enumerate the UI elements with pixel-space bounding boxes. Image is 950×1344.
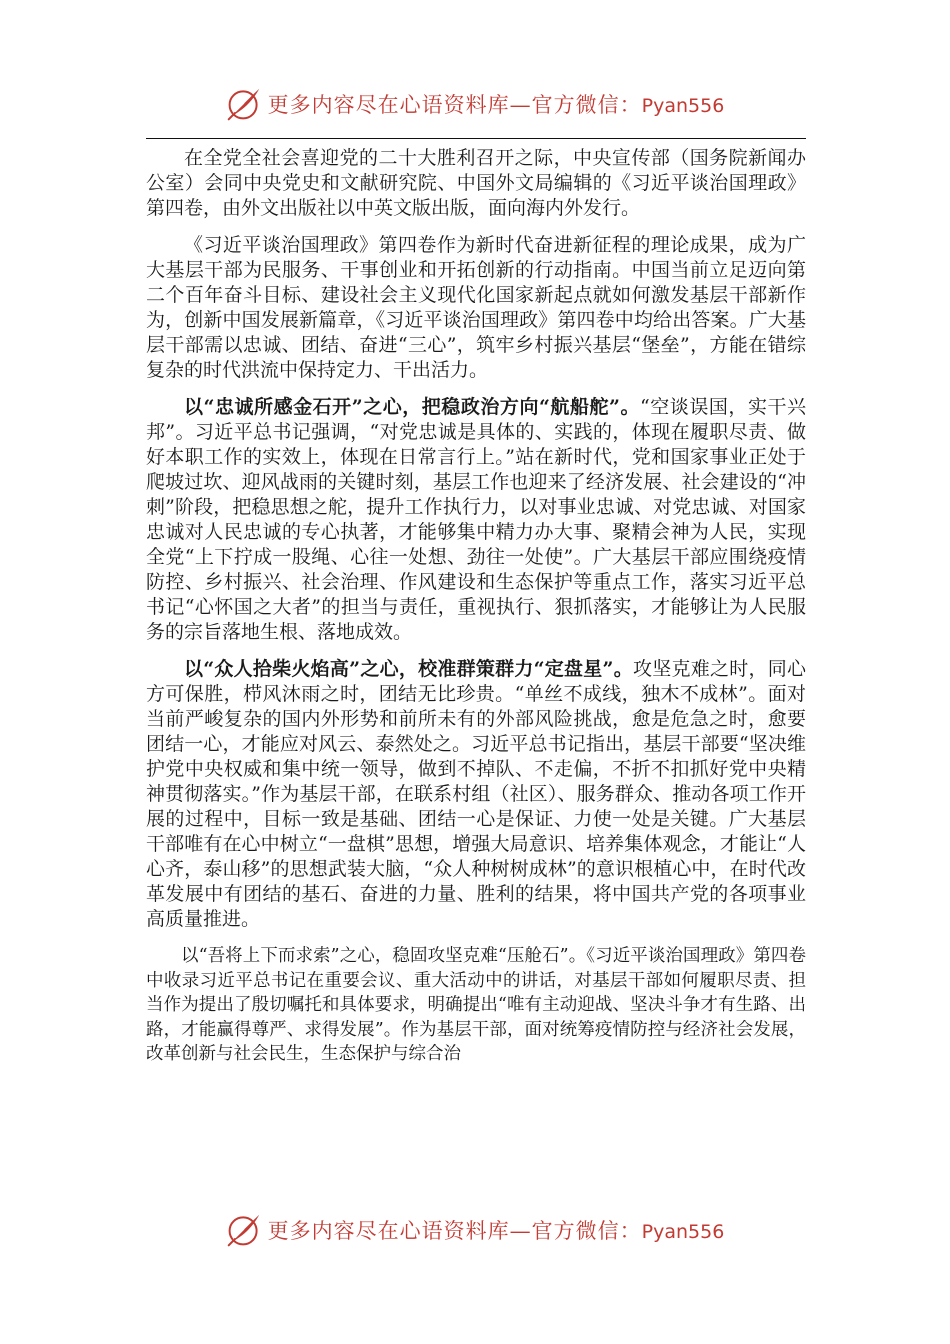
paragraph-heading: 以“众人拾柴火焰高”之心，校准群策群力“定盘星”。 bbox=[184, 658, 633, 680]
footer-banner-text bbox=[268, 1215, 725, 1245]
footer-banner-handle: Pyan556 bbox=[641, 1221, 725, 1243]
header-banner-label: 更多内容尽在心语资料库—官方微信： bbox=[267, 93, 642, 117]
article-body bbox=[146, 146, 806, 1067]
footer-banner bbox=[0, 1208, 950, 1252]
header-banner-handle: Pyan556 bbox=[641, 95, 725, 117]
article-paragraph-5: 以“吾将上下而求索”之心，稳固攻坚克难“压舱石”。《习近平谈治国理政》第四卷中收录习近平总书记在重要会议、重大活动中的讲话，对基层干部如何履职尽责、担当作为提出了殷切嘱托和具体要求，明确提出“唯有主动迎战、坚决斗争才有生路、出路，才能赢得尊严、求得发展”。作为基层干部，面对统筹疫情防控与经济社会发展，改革创新与社会民生，生态保护与综合治 bbox=[146, 946, 806, 1064]
article-paragraph-1: 在全党全社会喜迎党的二十大胜利召开之际，中央宣传部（国务院新闻办公室）会同中央党史和文献研究院、中国外文局编辑的《习近平谈治国理政》第四卷，由外文出版社以中英文版出版，面向海内外发行。 bbox=[146, 147, 806, 219]
feather-quill-logo-icon bbox=[226, 1212, 262, 1248]
article-paragraph-2: 《习近平谈治国理政》第四卷作为新时代奋进新征程的理论成果，成为广大基层干部为民服务、干事创业和开拓创新的行动指南。中国当前立足迈向第二个百年奋斗目标、建设社会主义现代化国家新起点就如何激发基层干部新作为，创新中国发展新篇章，《习近平谈治国理政》第四卷中均给出答案。广大基层干部需以忠诚、团结、奋进“三心”，筑牢乡村振兴基层“堡垒”，方能在错综复杂的时代洪流中保持定力、干出活力。 bbox=[146, 234, 806, 381]
feather-quill-logo-icon bbox=[226, 86, 262, 122]
article-paragraph-4: 以“众人拾柴火焰高”之心，校准群策群力“定盘星”。攻坚克难之时，同心方可保胜，栉风沐雨之时，团结无比珍贵。“单丝不成线，独木不成林”。面对当前严峻复杂的国内外形势和前所未有的外部风险挑战，愈是危急之时，愈要团结一心，才能应对风云、泰然处之。习近平总书记指出，基层干部要“坚决维护党中央权威和集中统一领导，做到不掉队、不走偏，不折不扣抓好党中央精神贯彻落实。”作为基层干部，在联系村组（社区）、服务群众、推动各项工作开展的过程中，目标一致是基础、团结一心是保证、力使一处是关键。广大基层干部唯有在心中树立“一盘棋”思想，增强大局意识、培养集体观念，才能让“人心齐，泰山移”的思想武装大脑，“众人种树树成林”的意识根植心中，在时代改革发展中有团结的基石、奋进的力量、胜利的结果，将中国共产党的各项事业高质量推进。 bbox=[146, 658, 806, 930]
header-divider bbox=[146, 138, 806, 139]
paragraph-heading: 以“忠诚所感金石开”之心，把稳政治方向“航船舵”。 bbox=[184, 396, 641, 418]
article-paragraph-3: 以“忠诚所感金石开”之心，把稳政治方向“航船舵”。“空谈误国，实干兴邦”。习近平总书记强调，“对党忠诚是具体的、实践的，体现在履职尽责、做好本职工作的实效上，体现在日常言行上。”站在新时代，党和国家事业正处于爬坡过坎、迎风战雨的关键时刻，基层工作也迎来了经济发展、社会建设的“冲刺”阶段，把稳思想之舵，提升工作执行力，以对事业忠诚、对党忠诚、对国家忠诚对人民忠诚的专心执著，才能够集中精力办大事、聚精会神为人民，实现全党“上下拧成一股绳、心往一处想、劲往一处使”。广大基层干部应围绕疫情防控、乡村振兴、社会治理、作风建设和生态保护等重点工作，落实习近平总书记“心怀国之大者”的担当与责任，重视执行、狠抓落实，才能够让为人民服务的宗旨落地生根、落地成效。 bbox=[146, 396, 807, 643]
footer-banner-label: 更多内容尽在心语资料库—官方微信： bbox=[267, 1219, 642, 1243]
header-banner bbox=[0, 82, 950, 126]
header-banner-text bbox=[268, 89, 725, 119]
